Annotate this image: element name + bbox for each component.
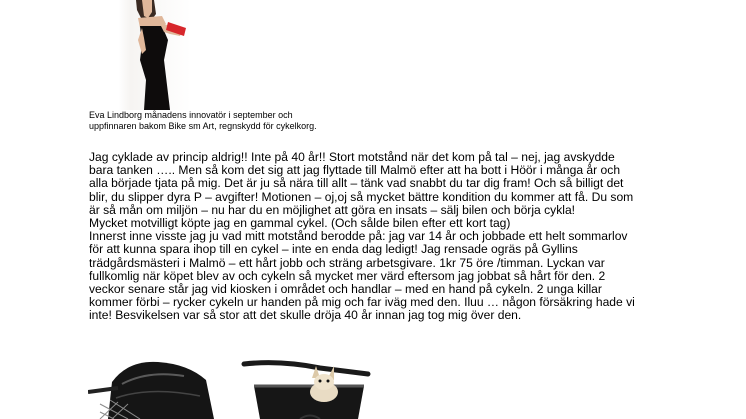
bike-basket-rain-cover-photo (88, 352, 223, 419)
bike-basket-with-dog-photo (240, 356, 390, 419)
caption-line: Eva Lindborg månadens innovatör i september och (89, 110, 293, 120)
woman-portrait-photo (90, 0, 191, 110)
article-line: veckor senare står jag vid kiosken i området och handlar – med en hand på cykeln. 2 unga killar (89, 282, 602, 297)
article-line: för att kunna spara ihop till en cykel – inte en enda dag ledigt! Jag rensade ogräs på Gyllins (89, 242, 578, 257)
article-body (89, 151, 669, 323)
article-line: inte! Besvikelsen var så stor att det skulle dröja 40 år innan jag tog mig över den. (89, 308, 522, 323)
article-line: Innerst inne visste jag ju vad mitt motstånd berodde på: jag var 14 år och jobbade ett helt sommarlov (89, 229, 628, 244)
article-line: alla började tjata på mig. Det är ju så nära till allt – tänk vad snabbt du tar dig fram! Och så billigt det (89, 176, 624, 191)
article-line: Jag cyklade av princip aldrig!! Inte på 40 år!! Stort motstånd när det kom på tal – nej, jag avskydde (89, 150, 615, 164)
article-line: Mycket motvilligt köpte jag en gammal cykel. (Och sålde bilen efter ett kort tag) (89, 216, 511, 231)
article-line: trädgårdsmästeri i Malmö – ett hårt jobb och sträng arbetsgivare. 1kr 75 öre /timman. Lyckan var (89, 255, 605, 270)
article-line: är så mån om miljön – nu har du en möjlighet att göra en insats – sälj bilen och börja cykla! (89, 202, 576, 217)
article-line: fullkomlig när köpet blev av och cykeln så mycket mer värd eftersom jag jobbat så hårt för den. 2 (89, 268, 606, 283)
article-line: kommer förbi – rycker cykeln ur handen på mig och far iväg med den. Iluu … någon försäkring hade vi (89, 295, 635, 310)
article-line: bara tanken ….. Men så kom det sig att jag flyttade till Malmö efter att ha bott i Höör i många år och (89, 163, 621, 178)
photo-caption (89, 110, 409, 132)
caption-line: uppfinnaren bakom Bike sm Art, regnskydd för cykelkorg. (89, 121, 317, 131)
article-line: blir, du slipper dyra P – avgifter! Motionen – oj,oj så mycket bättre kondition du kommer att få. Du som (89, 189, 634, 204)
